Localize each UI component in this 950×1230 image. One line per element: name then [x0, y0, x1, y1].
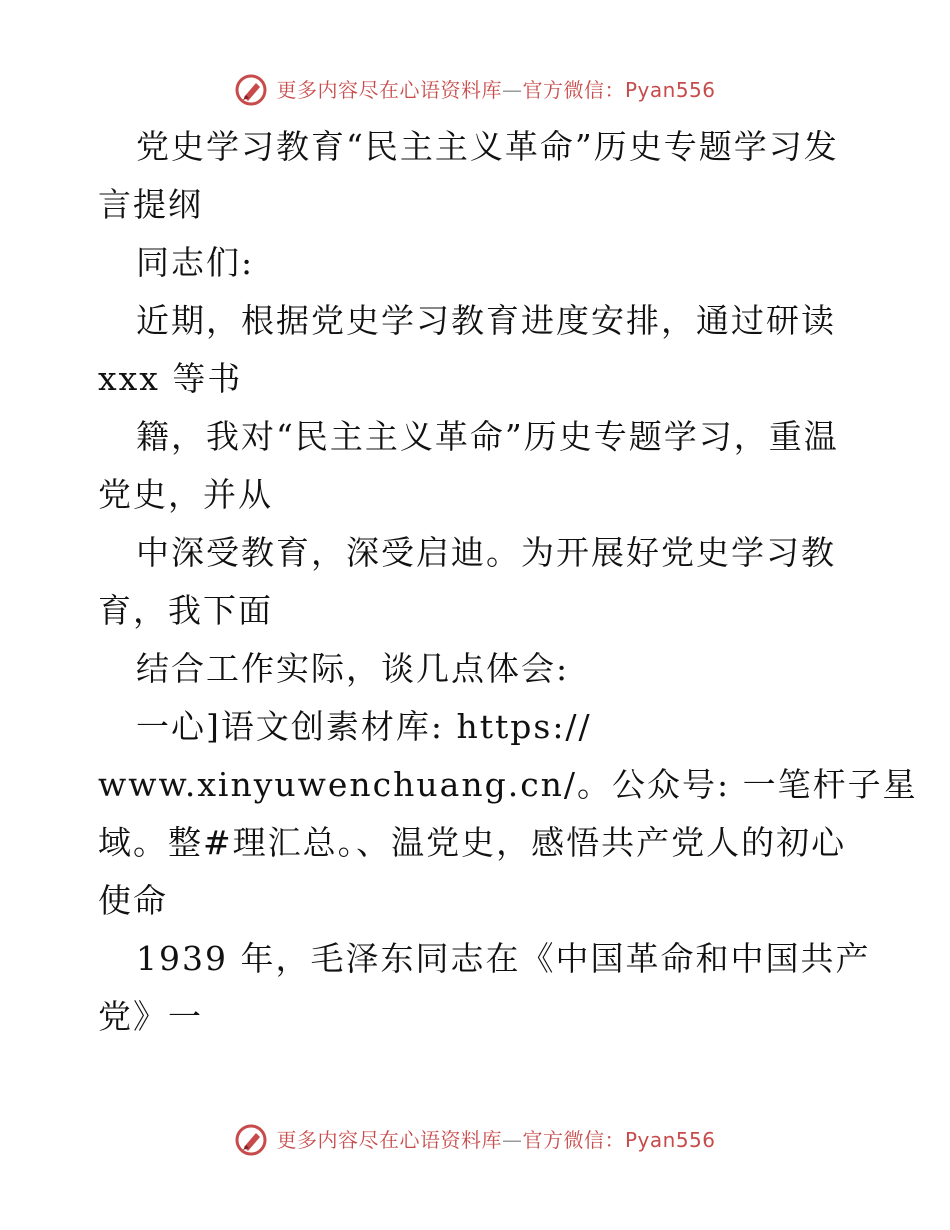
document-body: [98, 118, 918, 1046]
footer-separator: —: [501, 1128, 523, 1152]
paragraph-line-10: 域。整#理汇总。、温党史，感悟共产党人的初心: [98, 823, 847, 862]
paragraph-line-1: 近期，根据党史学习教育进度安排，通过研读: [136, 301, 836, 340]
paragraph-line-12: 1939 年，毛泽东同志在《中国革命和中国共产: [136, 939, 871, 978]
paragraph-line-13: 党》一: [98, 997, 203, 1036]
paragraph-line-3: 籍，我对“民主主义革命”历史专题学习，重温: [136, 417, 839, 456]
footer-contact-label: 官方微信：: [522, 1128, 625, 1152]
footer-brand-text: 更多内容尽在心语资料库: [276, 1128, 502, 1152]
header-contact-value: Pyan556: [624, 78, 716, 102]
pen-logo-icon: [234, 73, 268, 107]
footer-banner-text: [276, 1130, 715, 1150]
paragraph-line-8: 一心]语文创素材库: https://: [136, 707, 592, 746]
salutation: 同志们:: [136, 243, 255, 282]
footer-banner: [0, 1120, 950, 1160]
pen-logo-icon: [234, 1123, 268, 1157]
title-line-1: 党史学习教育“民主主义革命”历史专题学习发: [136, 127, 839, 166]
header-banner: [0, 70, 950, 110]
paragraph-line-7: 结合工作实际，谈几点体会:: [136, 649, 570, 688]
paragraph-line-11: 使命: [98, 881, 168, 920]
header-contact-label: 官方微信：: [522, 78, 625, 102]
footer-contact-value: Pyan556: [624, 1128, 716, 1152]
paragraph-line-6: 育，我下面: [98, 591, 273, 630]
header-separator: —: [501, 78, 523, 102]
paragraph-line-9: www.xinyuwenchuang.cn/。公众号: 一笔杆子星: [98, 765, 918, 804]
paragraph-line-5: 中深受教育，深受启迪。为开展好党史学习教: [136, 533, 836, 572]
paragraph-line-2: xxx 等书: [98, 359, 243, 398]
paragraph-line-4: 党史，并从: [98, 475, 273, 514]
header-brand-text: 更多内容尽在心语资料库: [276, 78, 502, 102]
header-banner-text: [276, 80, 715, 100]
title-line-2: 言提纲: [98, 185, 203, 224]
